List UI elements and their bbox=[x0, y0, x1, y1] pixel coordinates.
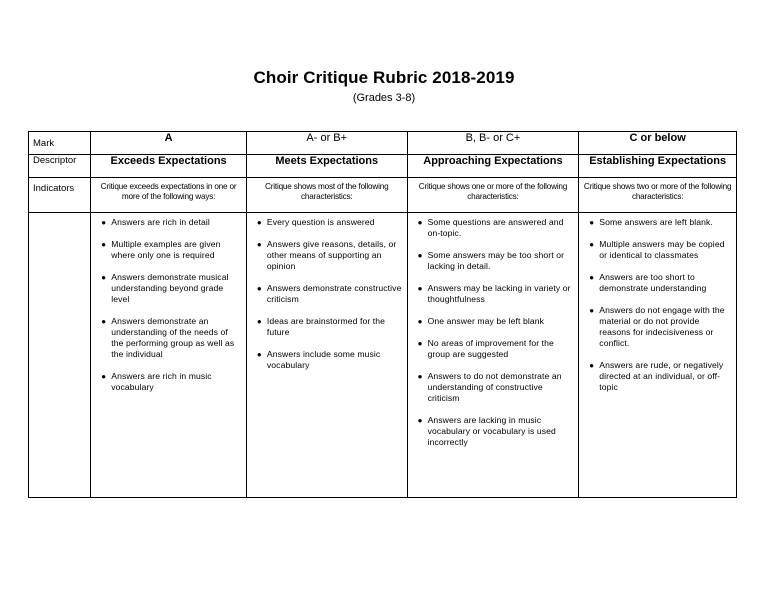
bullet-icon: ● bbox=[589, 306, 595, 315]
bullet-icon: ● bbox=[417, 339, 423, 348]
mark-cell-c-or-below: C or below bbox=[579, 132, 737, 155]
descriptor-cell-approaching: Approaching Expectations bbox=[407, 155, 579, 178]
bullet-icon: ● bbox=[101, 273, 107, 282]
descriptor-cell-establishing: Establishing Expectations bbox=[579, 155, 737, 178]
mark-cell-a-minus-b-plus: A- or B+ bbox=[246, 132, 407, 155]
bullet-icon: ● bbox=[417, 416, 423, 425]
bullet-icon: ● bbox=[101, 240, 107, 249]
list-item-text: Answers may be lacking in variety or thoughtfulness bbox=[427, 283, 571, 304]
list-item-text: One answer may be left blank bbox=[427, 316, 545, 326]
mark-cell-b-range: B, B- or C+ bbox=[407, 132, 579, 155]
bullet-icon: ● bbox=[101, 218, 107, 227]
list-item-text: Answers are rich in detail bbox=[111, 217, 210, 227]
descriptor-row-label: Descriptor bbox=[29, 155, 91, 178]
mark-cell-a: A bbox=[91, 132, 247, 155]
list-item bbox=[418, 415, 575, 448]
indicator-cell-exceeds: Critique exceeds expectations in one or more of the following ways: bbox=[91, 178, 247, 213]
criteria-list-approaching bbox=[408, 213, 579, 448]
list-item bbox=[257, 239, 403, 272]
list-item bbox=[589, 360, 732, 393]
criteria-cell-exceeds bbox=[91, 213, 247, 498]
list-item-text: Answers are rich in music vocabulary bbox=[111, 371, 212, 392]
list-item-text: Answers include some music vocabulary bbox=[266, 349, 381, 370]
list-item-text: Some questions are answered and on-topic. bbox=[427, 217, 564, 238]
indicator-cell-meets: Critique shows most of the following characteristics: bbox=[246, 178, 407, 213]
descriptor-row bbox=[29, 155, 737, 178]
bullet-icon: ● bbox=[256, 284, 262, 293]
bullet-icon: ● bbox=[417, 372, 423, 381]
bullet-icon: ● bbox=[256, 218, 262, 227]
list-item-text: Answers are rude, or negatively directed at an individual, or off-topic bbox=[599, 360, 724, 392]
bullet-icon: ● bbox=[256, 350, 262, 359]
list-item-text: Answers give reasons, details, or other means of supporting an opinion bbox=[266, 239, 397, 271]
mark-row-label: Mark bbox=[29, 132, 91, 155]
list-item bbox=[101, 217, 242, 228]
indicators-row-label: Indicators bbox=[29, 178, 91, 213]
bullet-icon: ● bbox=[589, 240, 595, 249]
list-item bbox=[257, 283, 403, 305]
list-item bbox=[589, 272, 732, 294]
list-item bbox=[257, 349, 403, 371]
list-item-text: Some answers may be too short or lacking in detail. bbox=[427, 250, 565, 271]
list-item-text: Answers are too short to demonstrate understanding bbox=[599, 272, 707, 293]
list-item-text: Every question is answered bbox=[266, 217, 375, 227]
indicator-cell-approaching: Critique shows one or more of the following characteristics: bbox=[407, 178, 579, 213]
bullet-icon: ● bbox=[417, 317, 423, 326]
document-subtitle: (Grades 3-8) bbox=[352, 92, 416, 104]
mark-row bbox=[29, 132, 737, 155]
descriptor-cell-meets: Meets Expectations bbox=[246, 155, 407, 178]
criteria-cell-approaching bbox=[407, 213, 579, 498]
list-item bbox=[101, 272, 242, 305]
list-item-text: Ideas are brainstormed for the future bbox=[266, 316, 386, 337]
bullet-icon: ● bbox=[589, 273, 595, 282]
list-item-text: Answers demonstrate an understanding of the needs of the performing group as well as the individual bbox=[111, 316, 235, 359]
bullet-icon: ● bbox=[417, 284, 423, 293]
list-item-text: Some answers are left blank. bbox=[599, 217, 713, 227]
list-item-text: Answers are lacking in music vocabulary or vocabulary is used incorrectly bbox=[427, 415, 556, 447]
list-item-text: Answers do not engage with the material or do not provide reasons for indecisiveness or conflict. bbox=[599, 305, 725, 348]
criteria-list-establishing bbox=[579, 213, 736, 393]
list-item-text: Multiple answers may be copied or identical to classmates bbox=[599, 239, 725, 260]
bullet-icon: ● bbox=[417, 251, 423, 260]
bullet-icon: ● bbox=[256, 317, 262, 326]
list-item bbox=[101, 371, 242, 393]
criteria-cell-meets bbox=[246, 213, 407, 498]
list-item bbox=[418, 371, 575, 404]
document-title: Choir Critique Rubric 2018-2019 bbox=[253, 68, 515, 87]
list-item-text: Answers demonstrate constructive criticism bbox=[266, 283, 402, 304]
list-item bbox=[589, 217, 732, 228]
descriptor-cell-exceeds: Exceeds Expectations bbox=[91, 155, 247, 178]
list-item bbox=[257, 316, 403, 338]
list-item bbox=[257, 217, 403, 228]
list-item bbox=[418, 316, 575, 327]
criteria-cell-establishing bbox=[579, 213, 737, 498]
list-item-text: Answers demonstrate musical understanding beyond grade level bbox=[111, 272, 229, 304]
list-item bbox=[418, 217, 575, 239]
list-item-text: Answers to do not demonstrate an understanding of constructive criticism bbox=[427, 371, 562, 403]
list-item bbox=[418, 250, 575, 272]
bullet-icon: ● bbox=[417, 218, 423, 227]
bullet-icon: ● bbox=[101, 317, 107, 326]
indicators-row bbox=[29, 178, 737, 213]
list-item bbox=[589, 239, 732, 261]
bullet-icon: ● bbox=[589, 361, 595, 370]
criteria-row bbox=[29, 213, 737, 498]
list-item bbox=[101, 316, 242, 360]
criteria-row-label bbox=[29, 213, 91, 498]
indicator-cell-establishing: Critique shows two or more of the following characteristics: bbox=[579, 178, 737, 213]
list-item bbox=[418, 283, 575, 305]
criteria-list-exceeds bbox=[91, 213, 246, 393]
rubric-table bbox=[28, 131, 737, 498]
list-item-text: No areas of improvement for the group are suggested bbox=[427, 338, 554, 359]
criteria-list-meets bbox=[247, 213, 407, 371]
list-item bbox=[101, 239, 242, 261]
list-item bbox=[418, 338, 575, 360]
bullet-icon: ● bbox=[256, 240, 262, 249]
list-item-text: Multiple examples are given where only one is required bbox=[111, 239, 221, 260]
bullet-icon: ● bbox=[101, 372, 107, 381]
list-item bbox=[589, 305, 732, 349]
bullet-icon: ● bbox=[589, 218, 595, 227]
